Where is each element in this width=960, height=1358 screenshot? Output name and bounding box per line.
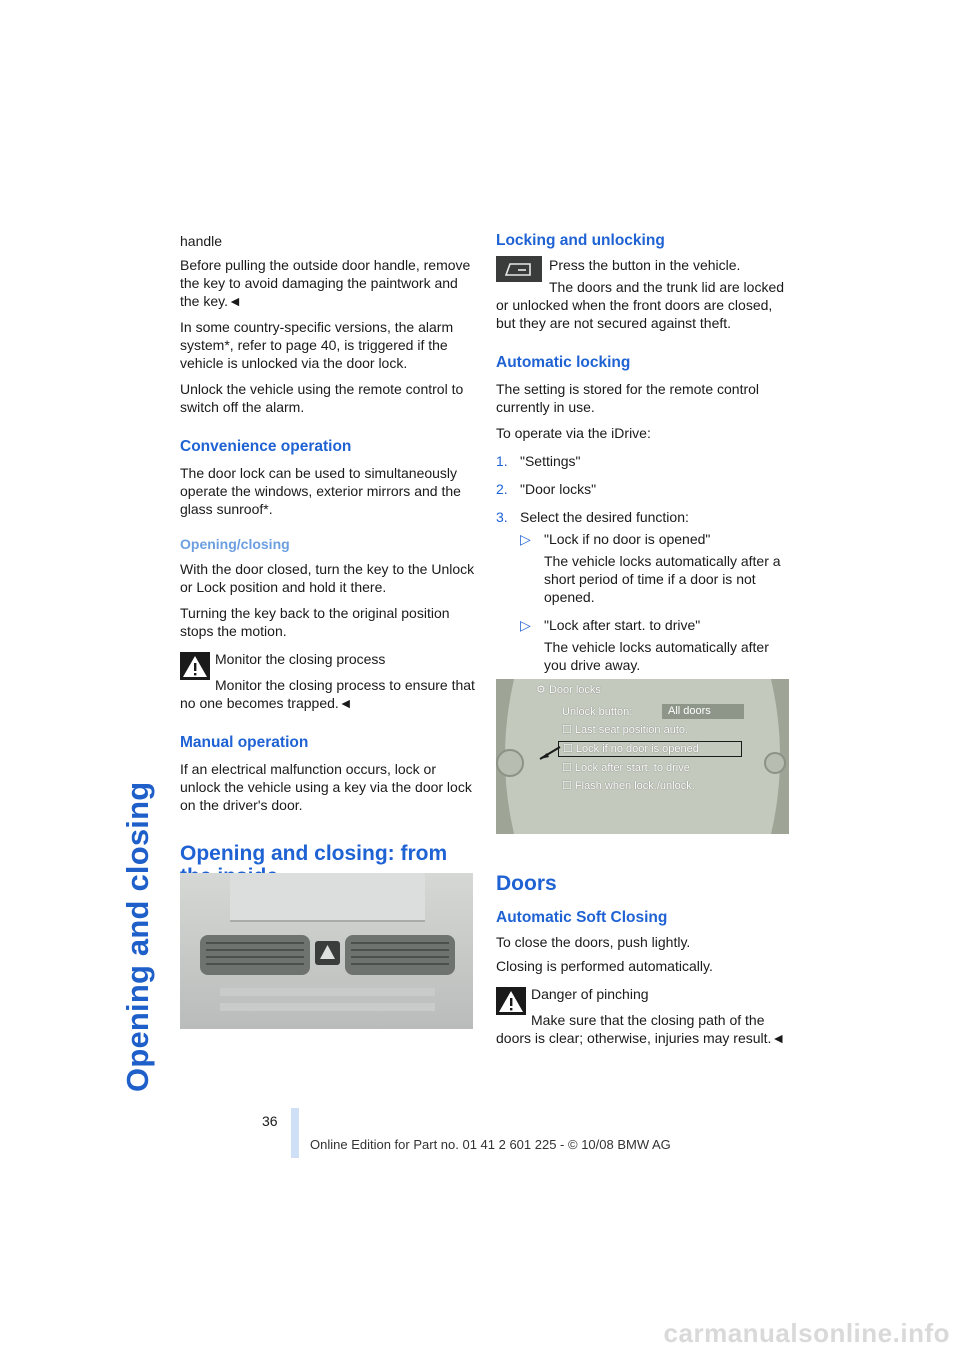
paragraph: Closing is performed automatically. — [496, 958, 713, 974]
bullet-item: ▷ "Lock after start. to drive" — [520, 617, 701, 633]
paragraph: Unlock the vehicle using the remote control to switch off the alarm. — [180, 381, 464, 415]
bullet-arrow-icon: ▷ — [520, 531, 531, 547]
lock-button-note — [496, 256, 791, 332]
paragraph: Press the button in the vehicle. — [549, 257, 741, 273]
screen-option[interactable]: ☐ Lock after start. to drive — [562, 762, 690, 774]
bullet-description: The vehicle locks automatically after a short period of time if a door is not opened. — [544, 553, 781, 605]
paragraph: The door lock can be used to simultaneously operate the windows, exterior mirrors and the glass sunroof*. — [180, 465, 461, 517]
paragraph: To close the doors, push lightly. — [496, 934, 691, 950]
screen-title: ⚙ Door locks — [536, 684, 601, 696]
paragraph: Turning the key back to the original position stops the motion. — [180, 605, 450, 639]
heading-automatic-soft-closing: Automatic Soft Closing — [496, 909, 668, 926]
right-column — [496, 232, 791, 682]
bullet-item: ▷ "Lock if no door is opened" — [520, 531, 711, 547]
warning-triangle-icon — [496, 987, 540, 1017]
doors-section — [496, 872, 791, 1055]
warning-note — [180, 650, 475, 712]
paragraph: With the door closed, turn the key to the Unlock or Lock position and hold it there. — [180, 561, 475, 595]
unlock-button-value[interactable]: All doors — [662, 704, 744, 719]
warning-title: Monitor the closing process — [215, 651, 386, 667]
list-item: 1. "Settings" — [496, 453, 581, 469]
warning-text: Monitor the closing process to ensure that no one becomes trapped.◄ — [180, 677, 475, 711]
footer-bar — [291, 1108, 299, 1158]
gear-icon: ⚙ — [536, 684, 546, 696]
unlock-button-label: Unlock button: — [562, 706, 633, 718]
heading-opening-closing: Opening/closing — [180, 536, 290, 552]
paragraph: The doors and the trunk lid are locked or unlocked when the front doors are closed, but they are not secured against theft. — [496, 279, 785, 331]
heading-opening-closing-inside: Opening and closing: from — [180, 842, 448, 865]
paragraph: Before pulling the outside door handle, remove the key to avoid damaging the paintwork and the key.◄ — [180, 257, 471, 309]
bullet-arrow-icon: ▷ — [520, 617, 531, 633]
left-column — [180, 232, 475, 888]
screen-option[interactable]: ☐ Last seat position auto. — [562, 724, 689, 736]
heading-manual-operation: Manual operation — [180, 734, 309, 751]
paragraph: If an electrical malfunction occurs, lock or unlock the vehicle using a key via the door lock on the driver's door. — [180, 761, 472, 813]
heading-automatic-locking: Automatic locking — [496, 354, 631, 371]
paragraph: In some country-specific versions, the alarm system*, refer to page 40, is triggered if the vehicle is unlocked via the door lock. — [180, 319, 454, 371]
dashboard-photo — [180, 873, 473, 1029]
list-item: 3. Select the desired function: — [496, 509, 689, 525]
heading-doors: Doors — [496, 872, 557, 895]
dashboard-illustration — [180, 873, 473, 1029]
paragraph: To operate via the iDrive: — [496, 425, 651, 441]
paragraph: handle — [180, 233, 223, 249]
list-item: 2. "Door locks" — [496, 481, 597, 497]
screen-option-selected[interactable]: ☐ Lock if no door is opened — [558, 741, 742, 757]
chapter-side-title: Opening and closing — [120, 781, 155, 1092]
warning-title: Danger of pinching — [531, 986, 649, 1002]
warning-note — [496, 985, 791, 1047]
footer-edition: Online Edition for Part no. 01 41 2 601 225 - © 10/08 BMW AG — [310, 1137, 671, 1152]
heading-convenience-operation: Convenience operation — [180, 438, 352, 455]
heading-locking-unlocking: Locking and unlocking — [496, 232, 665, 249]
door-lock-button-icon — [496, 256, 542, 282]
paragraph: The setting is stored for the remote control currently in use. — [496, 381, 760, 415]
warning-triangle-icon — [180, 652, 224, 682]
screen-option[interactable]: ☐ Flash when lock./unlock. — [562, 780, 695, 792]
warning-text: Make sure that the closing path of the doors is clear; otherwise, injuries may result.◄ — [496, 1012, 786, 1046]
watermark: carmanualsonline.info — [663, 1318, 950, 1348]
idrive-screen-photo — [496, 679, 789, 834]
page-number: 36 — [262, 1113, 278, 1129]
bullet-description: The vehicle locks automatically after you drive away. — [544, 639, 769, 673]
